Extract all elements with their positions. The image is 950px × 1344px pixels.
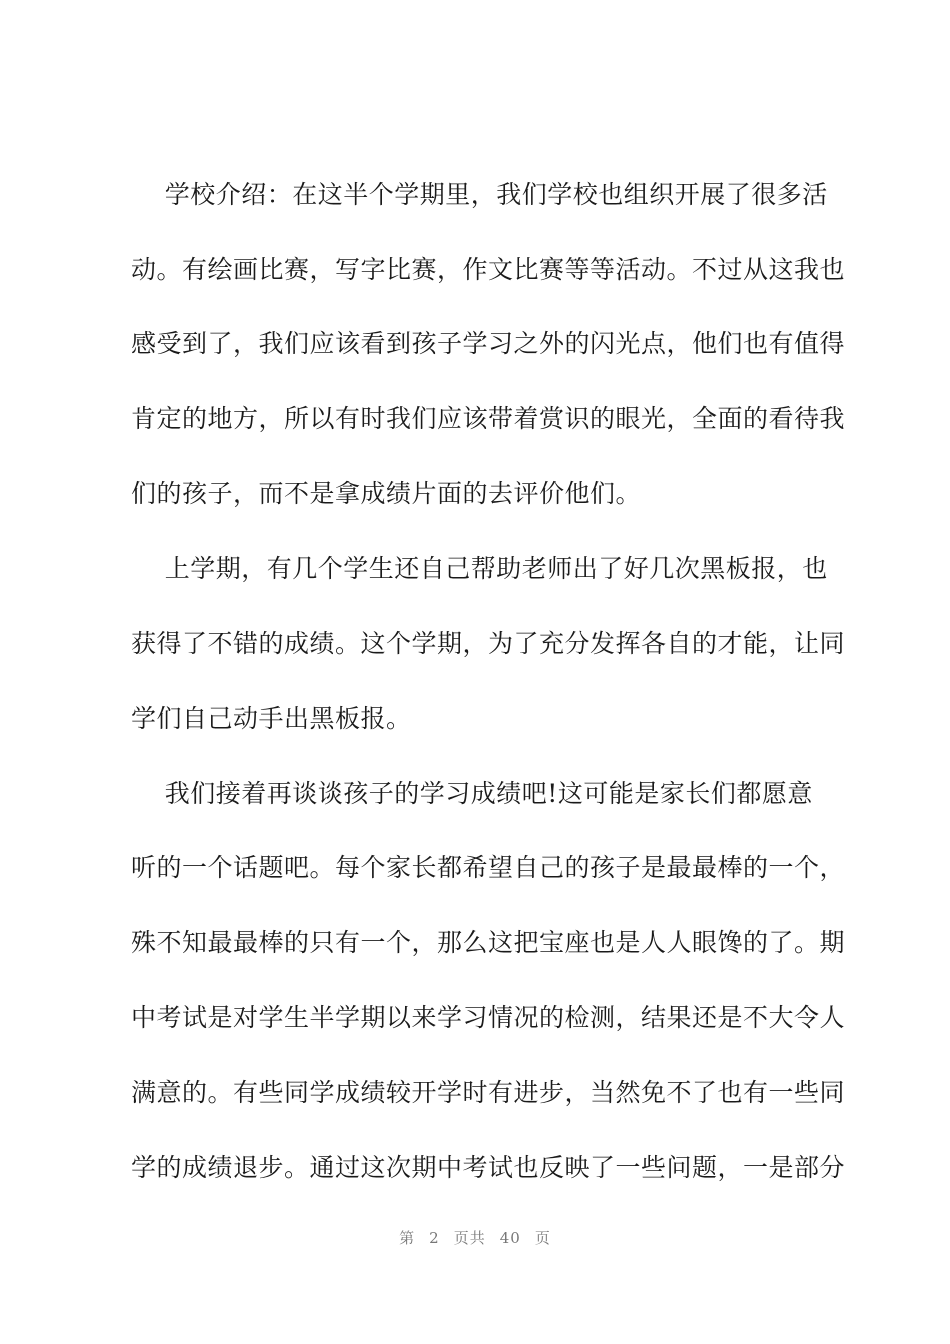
- text-line: 学们自己动手出黑板报。: [131, 704, 412, 733]
- footer-current-page: 2: [429, 1229, 440, 1247]
- text-line: 肯定的地方，所以有时我们应该带着赏识的眼光，全面的看待我: [131, 404, 846, 433]
- text-line: 中考试是对学生半学期以来学习情况的检测，结果还是不大令人: [131, 1003, 846, 1032]
- text-line: 学校介绍：在这半个学期里，我们学校也组织开展了很多活: [131, 180, 828, 209]
- footer-total-pages: 40: [499, 1229, 521, 1247]
- text-line: 听的一个话题吧。每个家长都希望自己的孩子是最最棒的一个，: [131, 853, 846, 882]
- text-line: 我们接着再谈谈孩子的学习成绩吧!这可能是家长们都愿意: [131, 779, 813, 808]
- page-footer: [0, 1226, 950, 1250]
- text-line: 上学期，有几个学生还自己帮助老师出了好几次黑板报，也: [131, 554, 828, 583]
- text-line: 殊不知最最棒的只有一个，那么这把宝座也是人人眼馋的了。期: [131, 928, 846, 957]
- text-line: 满意的。有些同学成绩较开学时有进步，当然免不了也有一些同: [131, 1078, 846, 1107]
- text-line: 动。有绘画比赛，写字比赛，作文比赛等等活动。不过从这我也: [131, 255, 846, 284]
- footer-prefix: 第: [399, 1229, 416, 1247]
- text-line: 们的孩子，而不是拿成绩片面的去评价他们。: [131, 479, 642, 508]
- text-line: 学的成绩退步。通过这次期中考试也反映了一些问题，一是部分: [131, 1153, 846, 1182]
- footer-suffix: 页: [534, 1229, 551, 1247]
- text-line: 获得了不错的成绩。这个学期，为了充分发挥各自的才能，让同: [131, 629, 846, 658]
- text-line: 感受到了，我们应该看到孩子学习之外的闪光点，他们也有值得: [131, 329, 846, 358]
- footer-middle: 页共: [453, 1229, 486, 1247]
